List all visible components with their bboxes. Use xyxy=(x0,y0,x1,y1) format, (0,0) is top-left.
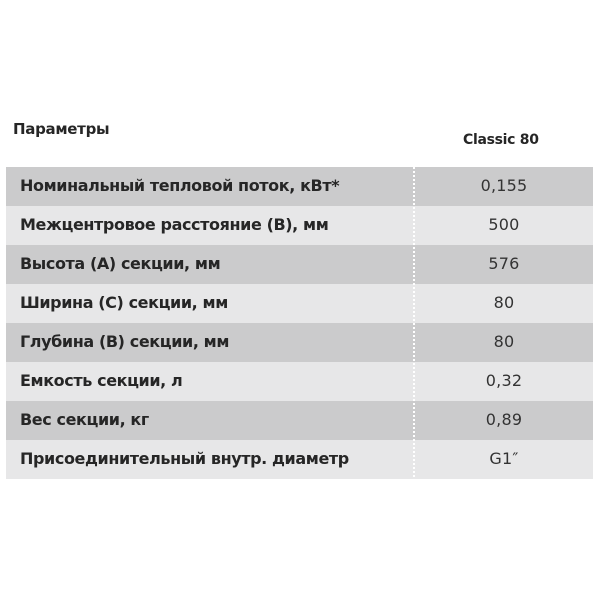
table-row xyxy=(6,362,593,401)
row-label: Глубина (B) секции, мм xyxy=(20,332,230,351)
row-value: 500 xyxy=(488,215,520,234)
table-row xyxy=(6,401,593,440)
row-label: Ширина (C) секции, мм xyxy=(20,293,228,312)
specs-table xyxy=(6,167,593,479)
row-label: Присоединительный внутр. диаметр xyxy=(20,449,349,468)
row-value: 576 xyxy=(488,254,520,273)
model-column-header: Classic 80 xyxy=(463,132,539,148)
row-value: 0,89 xyxy=(485,410,523,429)
row-label: Высота (A) секции, мм xyxy=(20,254,221,273)
row-label: Межцентровое расстояние (B), мм xyxy=(20,215,329,234)
table-row xyxy=(6,167,593,206)
dotted-column-divider xyxy=(413,167,415,479)
row-value: G1″ xyxy=(489,449,519,468)
row-value: 80 xyxy=(493,293,515,312)
table-row xyxy=(6,206,593,245)
table-row xyxy=(6,323,593,362)
row-label: Вес секции, кг xyxy=(20,410,149,429)
table-row xyxy=(6,245,593,284)
row-value: 0,155 xyxy=(480,176,528,195)
table-row xyxy=(6,284,593,323)
table-row xyxy=(6,440,593,479)
row-label: Емкость секции, л xyxy=(20,371,183,390)
row-label: Номинальный тепловой поток, кВт* xyxy=(20,176,340,195)
parameters-column-header: Параметры xyxy=(13,120,110,138)
row-value: 80 xyxy=(493,332,515,351)
row-value: 0,32 xyxy=(485,371,523,390)
